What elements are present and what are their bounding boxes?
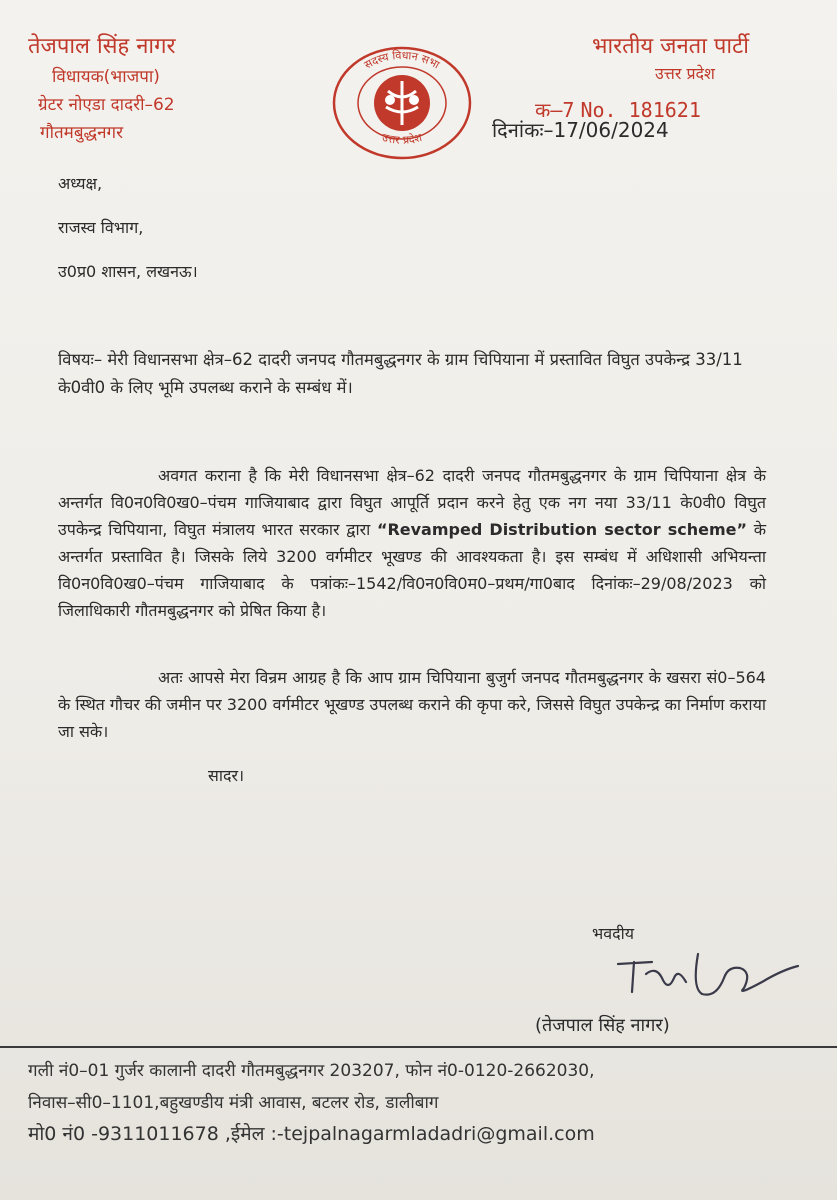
body-paragraph-1 [58, 462, 766, 624]
signatory-name: (तेजपाल सिंह नागर) [535, 1015, 670, 1036]
address-line-2: राजस्व विभाग, [58, 218, 144, 237]
scheme-name: “Revamped Distribution sector scheme” [376, 520, 748, 539]
footer-office-address: गली नं0–01 गुर्जर कालानी दादरी गौतमबुद्धनगर 203207, फोन नं0-0120-2662030, [28, 1061, 595, 1081]
para1-text-b: के अन्तर्गत प्रस्तावित है। जिसके लिये 3200 वर्गमीटर भूखण्ड की आवश्यकता है। इस सम्बंध में अधिशासी अभियन्ता वि0न0वि0ख0–पंचम गाजियाबाद के पत्रांकः–1542/वि0न0वि0म0–प्रथम/गा0बाद दिनांकः–29/08/2023 को जिलाधिकारी गौतमबुद्धनगर को प्रेषित किया है। [58, 520, 766, 620]
footer-divider [0, 1046, 837, 1048]
valediction: भवदीय [592, 924, 635, 943]
para2-text: अतः आपसे मेरा विन्रम आग्रह है कि आप ग्राम चिपियाना बुजुर्ग जनपद गौतमबुद्धनगर के खसरा सं0–564 के स्थित गौचर की जमीन पर 3200 वर्गमीटर भूखण्ड उपलब्ध कराने की कृपा करे, जिससे विघुत उपकेन्द्र का निर्माण कराया जा सके। [58, 668, 766, 741]
seal-bottom-text: उत्तर प्रदेश [380, 130, 424, 147]
handwritten-signature [612, 948, 802, 1008]
closing: सादर। [208, 766, 245, 785]
mla-designation: विधायक(भाजपा) [52, 67, 160, 87]
assembly-seal-icon [330, 45, 475, 165]
mla-constituency: ग्रेटर नोएडा दादरी–62 [38, 95, 175, 115]
seal-top-text: सदस्य विधान सभा [362, 48, 442, 72]
footer-contact: मो0 नं0 -9311011678 ,ईमेल :-tejpalnagarmladadri@gmail.com [28, 1123, 595, 1145]
ref-number: 181621 [628, 98, 701, 122]
party-name: भारतीय जनता पार्टी [592, 34, 749, 59]
ref-prefix: क–7 [535, 98, 575, 122]
mla-district: गौतमबुद्धनगर [40, 123, 124, 143]
address-line-3: उ0प्र0 शासन, लखनऊ। [58, 262, 198, 281]
footer-residence-address: निवास–सी0–1101,बहुखण्डीय मंत्री आवास, बटलर रोड, डालीबाग [28, 1093, 439, 1113]
mla-name: तेजपाल सिंह नागर [28, 34, 176, 59]
ref-no-label: No. [580, 98, 617, 122]
body-paragraph-2 [58, 664, 766, 745]
letter-date: दिनांकः–17/06/2024 [492, 118, 669, 142]
party-state: उत्तर प्रदेश [655, 64, 715, 83]
letter-subject: विषयः– मेरी विधानसभा क्षेत्र–62 दादरी जनपद गौतमबुद्धनगर के ग्राम चिपियाना में प्रस्तावित विघुत उपकेन्द्र 33/11 के0वी0 के लिए भूमि उपलब्ध कराने के सम्बंध में। [58, 350, 743, 397]
para1-text-a: अवगत कराना है कि मेरी विधानसभा क्षेत्र–62 दादरी जनपद गौतमबुद्धनगर के ग्राम चिपियाना क्षेत्र के अन्तर्गत वि0न0वि0ख0–पंचम गाजियाबाद द्वारा विघुत आपूर्ति प्रदान करने हेतु एक नग नया 33/11 के0वी0 विघुत उपकेन्द्र चिपियाना, विघुत मंत्रालय भारत सरकार द्वारा [58, 466, 766, 539]
address-line-1: अध्यक्ष, [58, 174, 103, 193]
